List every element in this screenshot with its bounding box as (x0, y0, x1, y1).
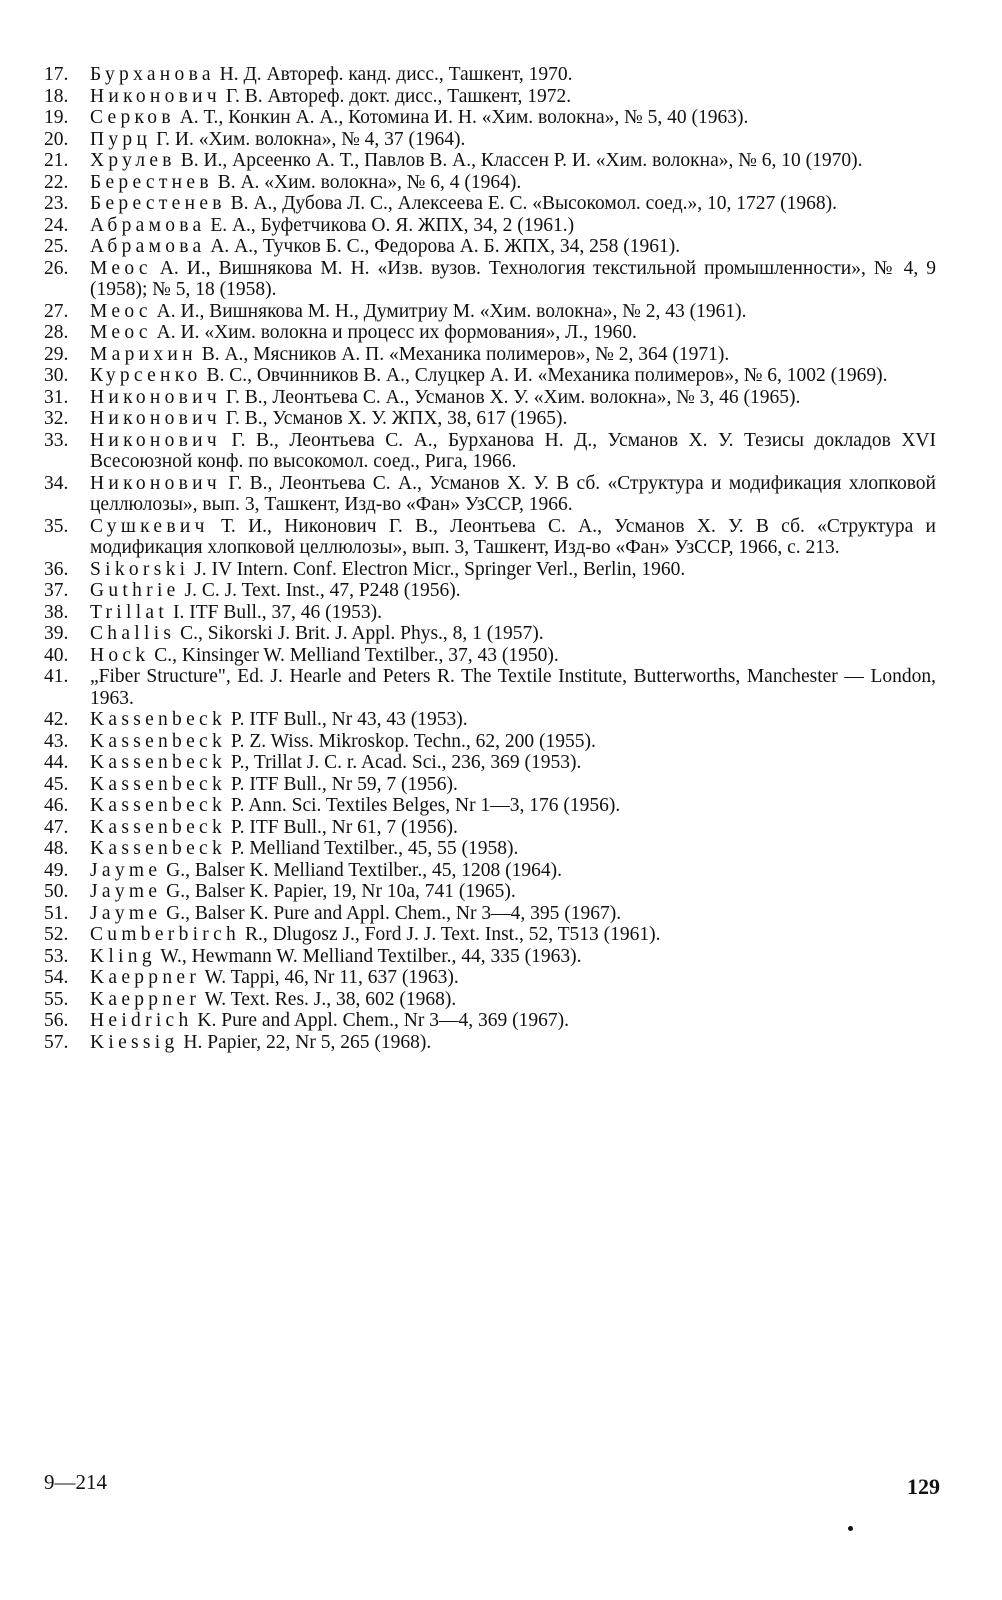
reference-item (44, 107, 936, 129)
reference-details: P. ITF Bull., Nr 59, 7 (1956). (226, 773, 458, 795)
reference-text (90, 236, 936, 258)
reference-number: 43. (44, 730, 69, 752)
reference-author: Абрамова (90, 214, 206, 236)
reference-item (44, 172, 936, 194)
reference-text (90, 645, 936, 667)
reference-number: 23. (44, 193, 69, 214)
reference-number: 50. (44, 881, 69, 902)
reference-author: Guthrie (90, 580, 180, 601)
reference-text (90, 64, 936, 86)
reference-number: 53. (44, 945, 69, 967)
reference-number: 55. (44, 988, 69, 1010)
reference-details: G., Balser K. Pure and Appl. Chem., Nr 3—4, 395 (1967). (161, 902, 622, 924)
reference-number: 26. (44, 257, 69, 279)
reference-author: Никонович (90, 472, 221, 494)
reference-text (90, 903, 936, 925)
reference-number: 46. (44, 795, 69, 816)
reference-item (44, 924, 936, 946)
reference-author: Меос (90, 300, 152, 322)
reference-details: W. Text. Res. J., 38, 602 (1968). (200, 988, 457, 1010)
reference-author: Абрамова (90, 236, 206, 257)
reference-text (90, 709, 936, 731)
reference-item (44, 881, 936, 903)
reference-author: Sikorski (90, 558, 190, 580)
reference-details: В. С., Овчинников В. А., Слуцкер А. И. «Механика полимеров», № 6, 1002 (1969). (201, 365, 888, 386)
reference-text (90, 172, 936, 194)
reference-author: Никонович (90, 429, 221, 451)
reference-text (90, 150, 936, 172)
reference-number: 32. (44, 408, 69, 429)
reference-number: 35. (44, 515, 69, 537)
reference-author: Никонович (90, 386, 221, 408)
reference-details: W. Tappi, 46, Nr 11, 637 (1963). (200, 967, 459, 988)
reference-number: 20. (44, 128, 69, 150)
reference-author: Серков (90, 107, 175, 128)
page-number: 129 (907, 1474, 940, 1499)
reference-number: 49. (44, 859, 69, 881)
reference-details: Г. В. Автореф. докт. дисс., Ташкент, 1972. (221, 85, 572, 107)
reference-text (90, 107, 936, 129)
reference-item (44, 731, 936, 753)
reference-item (44, 1010, 936, 1032)
reference-number: 39. (44, 623, 69, 644)
reference-author: Хрулев (90, 150, 176, 171)
reference-author: Kassenbeck (90, 816, 227, 838)
reference-author: Kassenbeck (90, 795, 227, 816)
reference-item (44, 645, 936, 667)
reference-author: Trillat (90, 601, 169, 623)
reference-number: 52. (44, 924, 69, 945)
reference-author: Challis (90, 623, 176, 644)
reference-text (90, 430, 936, 473)
reference-number: 24. (44, 214, 69, 236)
reference-item (44, 602, 936, 624)
reference-author: Jayme (90, 881, 162, 902)
reference-author: Kassenbeck (90, 773, 227, 795)
reference-details: P. ITF Bull., Nr 43, 43 (1953). (226, 709, 468, 730)
reference-details: „Fiber Structure", Ed. J. Hearle and Peters R. The Textile Institute, Butterworths, Manchester — London, 1963. (90, 666, 936, 709)
reference-author: Берестнев (90, 171, 213, 193)
reference-item (44, 301, 936, 323)
reference-author: Kaeppner (90, 967, 201, 988)
reference-number: 27. (44, 300, 69, 322)
reference-item (44, 946, 936, 968)
reference-item (44, 989, 936, 1011)
reference-details: В. И., Арсеенко А. Т., Павлов В. А., Классен Р. И. «Хим. волокна», № 6, 10 (1970). (175, 150, 863, 171)
reference-item (44, 215, 936, 237)
reference-details: Г. В., Леонтьева С. А., Усманов Х. У. «Хим. волокна», № 3, 46 (1965). (221, 386, 801, 408)
reference-number: 42. (44, 709, 69, 730)
reference-text (90, 666, 936, 709)
reference-number: 30. (44, 365, 69, 386)
reference-number: 45. (44, 773, 69, 795)
reference-details: А. Т., Конкин А. А., Котомина И. Н. «Хим. волокна», № 5, 40 (1963). (174, 107, 749, 128)
reference-author: Kassenbeck (90, 709, 227, 730)
reference-number: 28. (44, 322, 69, 343)
reference-item (44, 967, 936, 989)
reference-details: J. IV Intern. Conf. Electron Micr., Springer Verl., Berlin, 1960. (189, 558, 686, 580)
reference-item (44, 516, 936, 559)
reference-item (44, 666, 936, 709)
reference-author: Kassenbeck (90, 838, 227, 859)
reference-number: 34. (44, 472, 69, 494)
reference-item (44, 236, 936, 258)
reference-details: А. А., Тучков Б. С., Федорова А. Б. ЖПХ, 34, 258 (1961). (205, 236, 681, 257)
reference-number: 38. (44, 601, 69, 623)
reference-text (90, 344, 936, 366)
reference-item (44, 817, 936, 839)
reference-text (90, 881, 936, 903)
reference-number: 36. (44, 558, 69, 580)
reference-number: 18. (44, 85, 69, 107)
reference-text (90, 516, 936, 559)
reference-author: Пурц (90, 128, 152, 150)
reference-list (44, 64, 936, 1053)
reference-author: Jayme (90, 902, 162, 924)
reference-text (90, 301, 936, 323)
reference-text (90, 580, 936, 602)
reference-author: Никонович (90, 408, 221, 429)
reference-text (90, 408, 936, 430)
reference-text (90, 795, 936, 817)
reference-text (90, 473, 936, 516)
reference-details: Н. Д. Автореф. канд. дисс., Ташкент, 1970. (214, 64, 573, 85)
reference-number: 48. (44, 838, 69, 859)
reference-item (44, 1032, 936, 1054)
reference-item (44, 86, 936, 108)
reference-author: Марихин (90, 343, 197, 365)
reference-details: P., Trillat J. C. r. Acad. Sci., 236, 369 (1953). (226, 752, 582, 773)
reference-number: 44. (44, 752, 69, 773)
reference-details: W., Hewmann W. Melliand Textilber., 44, 335 (1963). (155, 945, 582, 967)
reference-text (90, 1010, 936, 1032)
reference-text (90, 193, 936, 215)
reference-item (44, 344, 936, 366)
reference-details: А. И., Вишнякова М. Н., Думитриу М. «Хим. волокна», № 2, 43 (1961). (151, 300, 747, 322)
reference-details: I. ITF Bull., 37, 46 (1953). (168, 601, 383, 623)
reference-text (90, 322, 936, 344)
reference-author: Hock (90, 644, 150, 666)
reference-item (44, 559, 936, 581)
reference-number: 51. (44, 902, 69, 924)
reference-details: G., Balser K. Melliand Textilber., 45, 1208 (1964). (161, 859, 562, 881)
reference-author: Бурханова (90, 64, 215, 85)
reference-number: 31. (44, 386, 69, 408)
reference-details: P. Z. Wiss. Mikroskop. Techn., 62, 200 (1955). (226, 730, 596, 752)
reference-item (44, 129, 936, 151)
reference-author: Cumberbirch (90, 924, 241, 945)
reference-item (44, 903, 936, 925)
reference-details: Е. А., Буфетчикова О. Я. ЖПХ, 34, 2 (1961.) (205, 214, 575, 236)
reference-number: 56. (44, 1010, 69, 1031)
reference-details: Г. В., Леонтьева С. А., Бурханова Н. Д., Усманов Х. У. Тезисы докладов XVI Всесоюзной конф. по высокомол. соед., Рига, 1966. (90, 429, 936, 472)
reference-details: P. Melliand Textilber., 45, 55 (1958). (226, 838, 519, 859)
reference-details: А. И., Вишнякова М. Н. «Изв. вузов. Технология текстильной промышленности», № 4, 9 (1958); № 5, 18 (1958). (90, 257, 936, 300)
reference-text (90, 731, 936, 753)
reference-details: В. А., Мясников А. П. «Механика полимеров», № 2, 364 (1971). (196, 343, 730, 365)
reference-details: P. ITF Bull., Nr 61, 7 (1956). (226, 816, 458, 838)
reference-author: Kaeppner (90, 988, 201, 1010)
reference-item (44, 430, 936, 473)
reference-number: 19. (44, 107, 69, 128)
reference-text (90, 559, 936, 581)
reference-item (44, 860, 936, 882)
reference-details: C., Kinsinger W. Melliand Textilber., 37, 43 (1950). (149, 644, 559, 666)
reference-number: 47. (44, 816, 69, 838)
reference-text (90, 838, 936, 860)
reference-text (90, 86, 936, 108)
reference-number: 37. (44, 580, 69, 601)
reference-text (90, 924, 936, 946)
reference-details: Г. В., Леонтьева С. А., Усманов Х. У. В сб. «Структура и модификация хлопковой целлюлозы», вып. 3, Ташкент, Изд-во «Фан» УзССР, 1966. (90, 472, 936, 515)
reference-number: 17. (44, 64, 69, 85)
reference-text (90, 215, 936, 237)
reference-author: Heidrich (90, 1010, 193, 1031)
reference-text (90, 258, 936, 301)
reference-item (44, 623, 936, 645)
reference-details: Г. В., Усманов Х. У. ЖПХ, 38, 617 (1965). (221, 408, 568, 429)
reference-author: Kassenbeck (90, 730, 227, 752)
reference-text (90, 752, 936, 774)
printer-signature: 9—214 (44, 1470, 107, 1494)
reference-text (90, 989, 936, 1011)
reference-item (44, 193, 936, 215)
reference-author: Курсенко (90, 365, 202, 386)
reference-author: Меос (90, 257, 152, 279)
reference-author: Kling (90, 945, 156, 967)
reference-text (90, 817, 936, 839)
reference-details: P. Ann. Sci. Textiles Belges, Nr 1—3, 176 (1956). (226, 795, 621, 816)
reference-item (44, 774, 936, 796)
reference-number: 29. (44, 343, 69, 365)
reference-item (44, 64, 936, 86)
reference-item (44, 838, 936, 860)
reference-number: 41. (44, 666, 69, 687)
reference-author: Сушкевич (90, 515, 209, 537)
reference-details: R., Dlugosz J., Ford J. J. Text. Inst., 52, T513 (1961). (240, 924, 661, 945)
reference-item (44, 258, 936, 301)
reference-number: 40. (44, 644, 69, 666)
reference-details: Т. И., Никонович Г. В., Леонтьева С. А., Усманов Х. У. В сб. «Структура и модификация хлопковой целлюлозы», вып. 3, Ташкент, Изд-во «Фан» УзССР, 1966, с. 213. (90, 515, 936, 558)
reference-number: 33. (44, 429, 69, 451)
reference-author: Никонович (90, 85, 221, 107)
reference-item (44, 709, 936, 731)
reference-author: Jayme (90, 859, 162, 881)
reference-item (44, 322, 936, 344)
reference-text (90, 387, 936, 409)
reference-item (44, 150, 936, 172)
reference-text (90, 946, 936, 968)
reference-text (90, 860, 936, 882)
reference-author: Kiessig (90, 1031, 179, 1053)
reference-item (44, 387, 936, 409)
reference-author: Берестенев (90, 193, 226, 214)
reference-text (90, 1032, 936, 1054)
reference-details: В. А. «Хим. волокна», № 6, 4 (1964). (212, 171, 522, 193)
reference-number: 57. (44, 1031, 69, 1053)
reference-text (90, 129, 936, 151)
reference-text (90, 623, 936, 645)
reference-item (44, 752, 936, 774)
reference-number: 54. (44, 967, 69, 988)
reference-item (44, 473, 936, 516)
reference-details: В. А., Дубова Л. С., Алексеева Е. С. «Высокомол. соед.», 10, 1727 (1968). (225, 193, 837, 214)
reference-item (44, 580, 936, 602)
reference-item (44, 408, 936, 430)
ink-dot (848, 1526, 853, 1531)
reference-details: K. Pure and Appl. Chem., Nr 3—4, 369 (1967). (192, 1010, 569, 1031)
reference-number: 22. (44, 171, 69, 193)
reference-text (90, 365, 936, 387)
reference-author: Меос (90, 322, 152, 343)
reference-details: Г. И. «Хим. волокна», № 4, 37 (1964). (151, 128, 466, 150)
reference-text (90, 602, 936, 624)
reference-author: Kassenbeck (90, 752, 227, 773)
reference-number: 21. (44, 150, 69, 171)
reference-details: C., Sikorski J. Brit. J. Appl. Phys., 8, 1 (1957). (175, 623, 544, 644)
reference-details: H. Papier, 22, Nr 5, 265 (1968). (178, 1031, 432, 1053)
reference-details: А. И. «Хим. волокна и процесс их формования», Л., 1960. (151, 322, 637, 343)
reference-text (90, 774, 936, 796)
reference-item (44, 365, 936, 387)
reference-item (44, 795, 936, 817)
reference-details: J. C. J. Text. Inst., 47, P248 (1956). (179, 580, 461, 601)
reference-number: 25. (44, 236, 69, 257)
reference-details: G., Balser K. Papier, 19, Nr 10a, 741 (1965). (161, 881, 516, 902)
reference-text (90, 967, 936, 989)
